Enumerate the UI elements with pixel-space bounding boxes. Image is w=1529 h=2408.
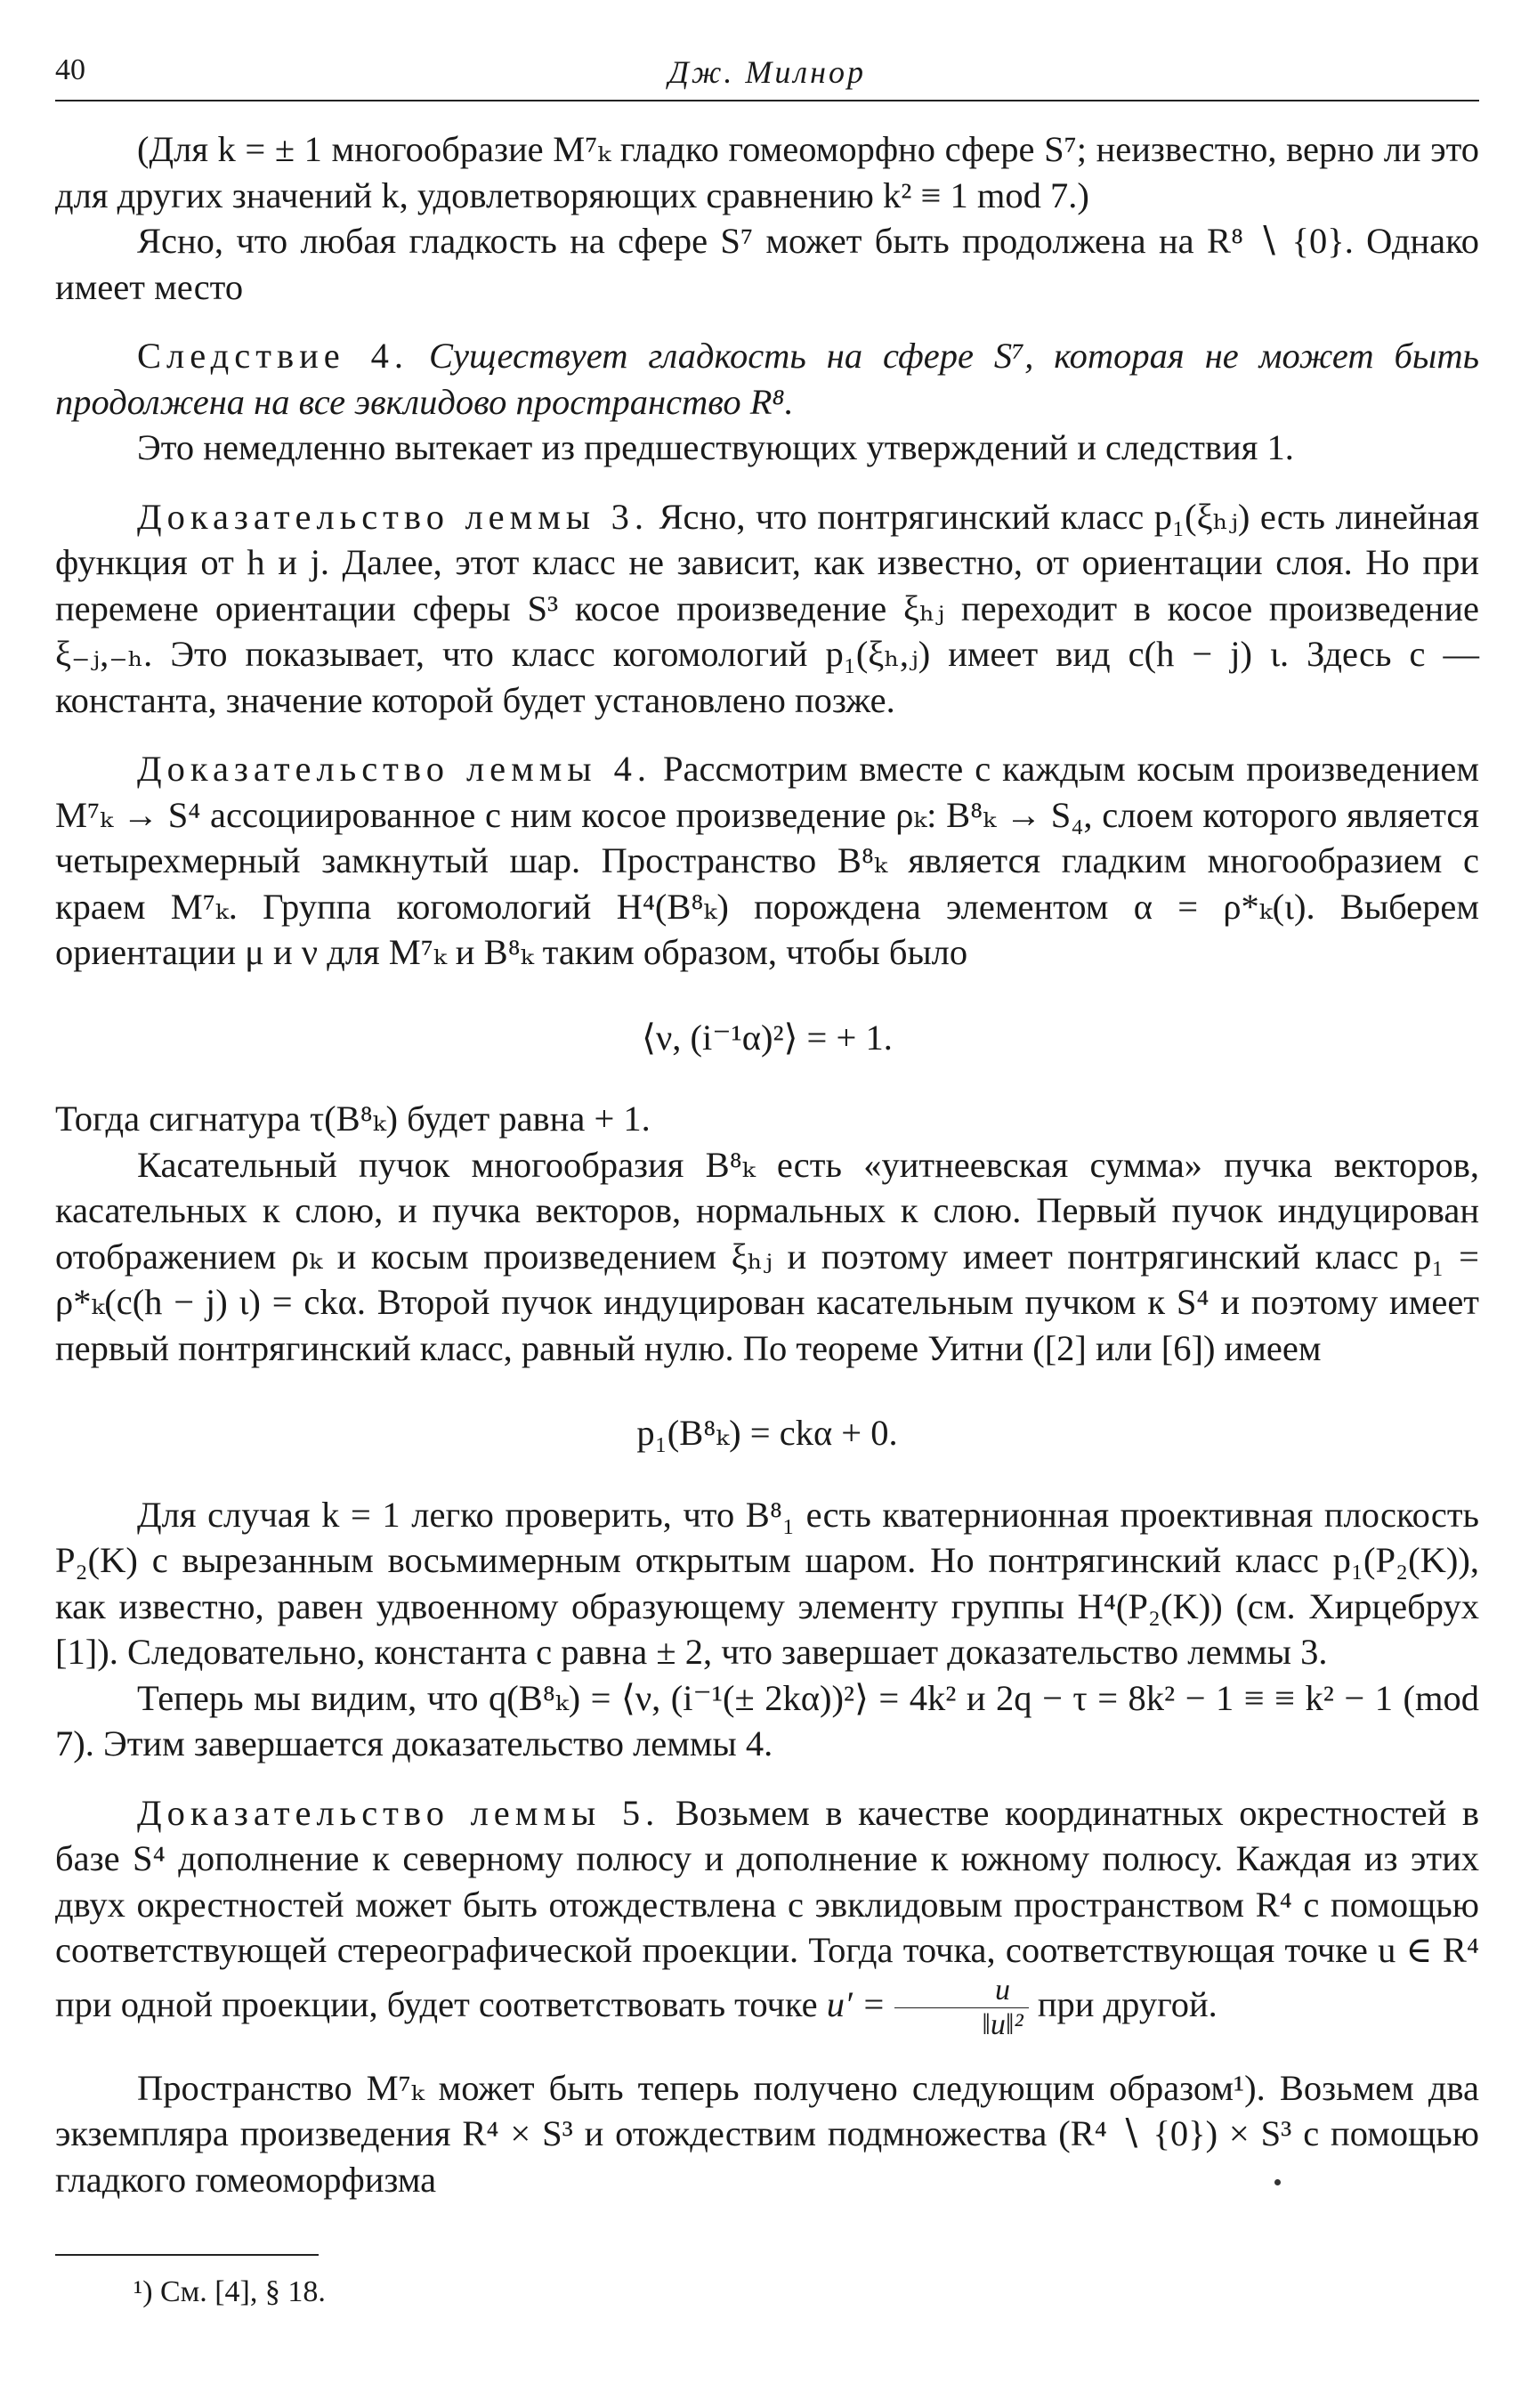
paragraph-follows: Это немедленно вытекает из предшествующих утверждений и следствия 1.	[137, 427, 1294, 467]
paragraph-signature: Тогда сигнатура τ(B⁸ₖ) будет равна + 1.	[55, 1099, 651, 1139]
margin-dot	[1274, 2179, 1281, 2185]
main-text	[55, 126, 1479, 2202]
proof-lemma-5-tail: при другой.	[1037, 1983, 1218, 2024]
proof-lemma-4-text: Рассмотрим вместе с каждым косым произведением M⁷ₖ → S⁴ ассоциированное с ним косое произведение ρₖ: B⁸ₖ → S₄, слоем которого является четырехмерный замкнутый шар. Пространство B⁸ₖ является гладким многообразием с краем M⁷ₖ. Группа когомологий H⁴(B⁸ₖ) порождена элементом α = ρ*ₖ(ι). Выберем ориентации μ и ν для M⁷ₖ и B⁸ₖ таким образом, чтобы было	[55, 749, 1480, 972]
formula-orientation: ⟨ν, (i⁻¹α)²⟩ = + 1.	[642, 1017, 893, 1058]
proof-lemma-3	[55, 494, 1479, 724]
footnote: ¹) См. [4], § 18.	[133, 2275, 326, 2308]
fraction-numerator: u	[894, 1974, 1028, 2008]
proof-lemma-4	[55, 746, 1479, 976]
page-header	[55, 46, 1479, 101]
proof-lemma-5-text: Возьмем в качестве координатных окрестностей в базе S⁴ дополнение к северному полюсу и дополнение к южному полюсу. Каждая из этих двух окрестностей может быть отождествлена с эвклидовым пространством R⁴ с помощью соответствующей стереографической проекции. Тогда точка, соответствующая точке u ∈ R⁴ при одной проекции, будет соответствовать точке	[55, 1792, 1480, 2024]
paragraph-q-computation: Теперь мы видим, что q(B⁸ₖ) = ⟨ν, (i⁻¹(± 2kα))²⟩ = 4k² и 2q − τ = 8k² − 1 ≡ ≡ k² − 1 (mod 7). Этим завершается доказательство леммы 4.	[55, 1677, 1479, 1763]
fraction-denominator: ‖u‖²	[982, 2007, 1023, 2041]
corollary-statement: Существует гладкость на сфере S⁷, которая не может быть продолжена на все эвклидово пространство R⁸.	[55, 336, 1480, 422]
formula-inversion-fraction	[894, 1974, 1028, 2042]
formula-inversion-lhs: u′ =	[826, 1983, 886, 2024]
paragraph-extension: Ясно, что любая гладкость на сфере S⁷ может быть продолжена на R⁸ ∖ {0}. Однако имеет место	[55, 221, 1479, 307]
corollary-4	[55, 333, 1479, 425]
running-title: Дж. Милнор	[668, 54, 866, 90]
proof-lemma-5-label: Доказательство леммы 5.	[137, 1792, 660, 1833]
paragraph-tangent-bundle: Касательный пучок многообразия B⁸ₖ есть «уитнеевская сумма» пучка векторов, касательных к слою, и пучка векторов, нормальных к слою. Первый пучок индуцирован отображением ρₖ и косым произведением ξₕⱼ и поэтому имеет понтрягинский класс p₁ = ρ*ₖ(c(h − j) ι) = ckα. Второй пучок индуцирован касательным пучком к S⁴ и поэтому имеет первый понтрягинский класс, равный нулю. По теореме Уитни ([2] или [6]) имеем	[55, 1144, 1479, 1368]
corollary-label: Следствие 4.	[137, 336, 409, 376]
page	[55, 46, 1479, 2309]
proof-lemma-3-label: Доказательство леммы 3.	[137, 496, 649, 537]
paragraph-k-values: (Для k = ± 1 многообразие M⁷ₖ гладко гомеоморфно сфере S⁷; неизвестно, верно ли это для других значений k, удовлетворяющих сравнению k² ≡ 1 mod 7.)	[55, 129, 1479, 215]
footnote-rule	[55, 2254, 319, 2256]
proof-lemma-3-text: Ясно, что понтрягинский класс p₁(ξₕⱼ) есть линейная функция от h и j. Далее, этот класс не зависит, как известно, от ориентации слоя. Но при перемене ориентации сферы S³ косое произведение ξₕⱼ переходит в косое произведение ξ₋ⱼ,₋ₕ. Это показывает, что класс когомологий p₁(ξₕ,ⱼ) имеет вид c(h − j) ι. Здесь c — константа, значение которой будет установлено позже.	[55, 496, 1479, 720]
paragraph-construction: Пространство M⁷ₖ может быть теперь получено следующим образом¹). Возьмем два экземпляра произведения R⁴ × S³ и отождествим подмножества (R⁴ ∖ {0}) × S³ с помощью гладкого гомеоморфизма	[55, 2067, 1479, 2200]
proof-lemma-5	[55, 1790, 1479, 2042]
formula-pontryagin: p₁(B⁸ₖ) = ckα + 0.	[636, 1413, 898, 1453]
page-number: 40	[55, 53, 85, 86]
proof-lemma-4-label: Доказательство леммы 4.	[137, 749, 651, 789]
paragraph-quaternion-plane: Для случая k = 1 легко проверить, что B⁸₁ есть кватернионная проективная плоскость P₂(K) с вырезанным восьмимерным открытым шаром. Но понтрягинский класс p₁(P₂(K)), как известно, равен удвоенному образующему элементу группы H⁴(P₂(K)) (см. Хирцебрух [1]). Следовательно, константа c равна ± 2, что завершает доказательство леммы 3.	[55, 1494, 1479, 1672]
